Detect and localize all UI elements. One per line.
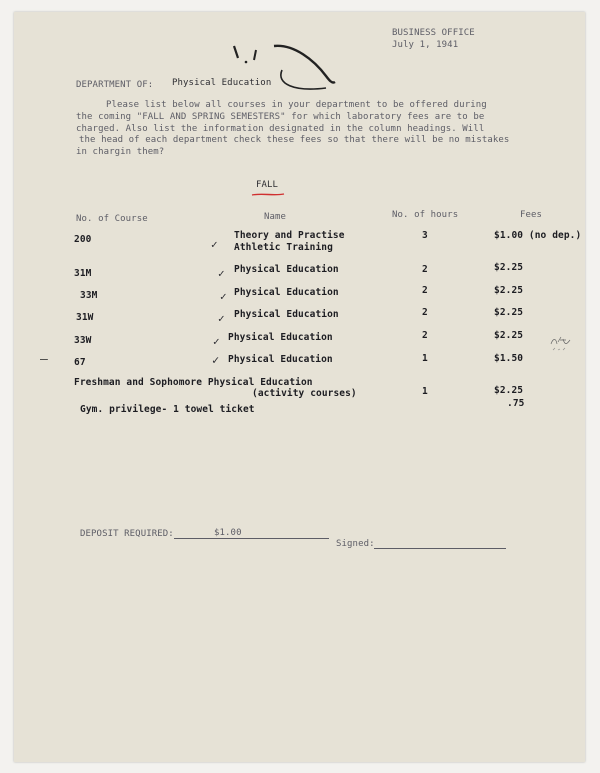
instruction-line: Please list below all courses in your department to be offered during [106, 100, 487, 110]
gym-privilege: Gym. privilege- 1 towel ticket [80, 404, 255, 415]
course-hours: 2 [422, 307, 428, 318]
gym-fee: .75 [507, 398, 525, 409]
column-header-course: No. of Course [76, 214, 148, 224]
check-mark-icon: ✓ [212, 353, 220, 367]
column-header-fees: Fees [520, 210, 543, 220]
course-name: Physical Education [234, 309, 339, 320]
course-name-line2: Athletic Training [234, 242, 333, 253]
instruction-line: the head of each department check these fees so that there will be no mistakes [79, 135, 510, 145]
course-number: 200 [74, 234, 92, 245]
check-mark-icon: ✓ [220, 290, 227, 303]
course-hours: 2 [422, 330, 428, 341]
office-label: BUSINESS OFFICE [392, 28, 475, 38]
department-value: Physical Education [172, 78, 272, 88]
course-fee: $2.25 [494, 285, 524, 296]
course-fee: $2.25 [494, 307, 524, 318]
course-number: 31M [74, 268, 92, 279]
deposit-label: DEPOSIT REQUIRED: [80, 529, 174, 539]
column-header-hours: No. of hours [392, 210, 459, 220]
date-label: July 1, 1941 [392, 40, 459, 50]
course-number: 67 [74, 357, 86, 368]
check-mark-icon: ✓ [211, 238, 218, 251]
signature-fill-line [374, 548, 506, 549]
document-page [14, 12, 585, 762]
freshman-hours: 1 [422, 386, 428, 397]
freshman-fee: $2.25 [494, 385, 524, 396]
deposit-fill-line [174, 538, 329, 539]
course-number: 33W [74, 335, 92, 346]
column-header-name: Name [264, 212, 287, 222]
instruction-line: the coming "FALL AND SPRING SEMESTERS" for which laboratory fees are to be [76, 112, 485, 122]
course-fee: $2.25 [494, 330, 524, 341]
check-mark-icon: ✓ [218, 312, 225, 325]
pencil-annotation [549, 334, 573, 354]
course-hours: 2 [422, 285, 428, 296]
course-hours: 3 [422, 230, 428, 241]
course-fee: $2.25 [494, 262, 524, 273]
instruction-line: in chargin them? [76, 147, 165, 157]
course-hours: 2 [422, 264, 428, 275]
course-fee: $1.50 [494, 353, 524, 364]
freshman-course-note: (activity courses) [252, 388, 357, 399]
red-underline [250, 192, 286, 198]
freshman-course-name: Freshman and Sophomore Physical Education [74, 377, 313, 388]
instruction-line: charged. Also list the information designated in the column headings. Will [76, 124, 485, 134]
check-mark-icon: ✓ [218, 267, 225, 280]
pen-scribble [214, 40, 354, 100]
course-number: 33M [80, 290, 98, 301]
course-name: Theory and Practise [234, 230, 345, 241]
course-fee: $1.00 (no dep.) [494, 230, 582, 241]
department-label: DEPARTMENT OF: [76, 80, 154, 90]
course-name: Physical Education [228, 354, 333, 365]
course-name: Physical Education [234, 287, 339, 298]
signed-label: Signed: [336, 539, 375, 549]
margin-dash-mark: – [40, 352, 48, 367]
course-name: Physical Education [234, 264, 339, 275]
course-name: Physical Education [228, 332, 333, 343]
check-mark-icon: ✓ [213, 335, 220, 348]
semester-heading: FALL [256, 180, 279, 190]
course-hours: 1 [422, 353, 428, 364]
deposit-value: $1.00 [214, 528, 242, 538]
course-number: 31W [76, 312, 94, 323]
